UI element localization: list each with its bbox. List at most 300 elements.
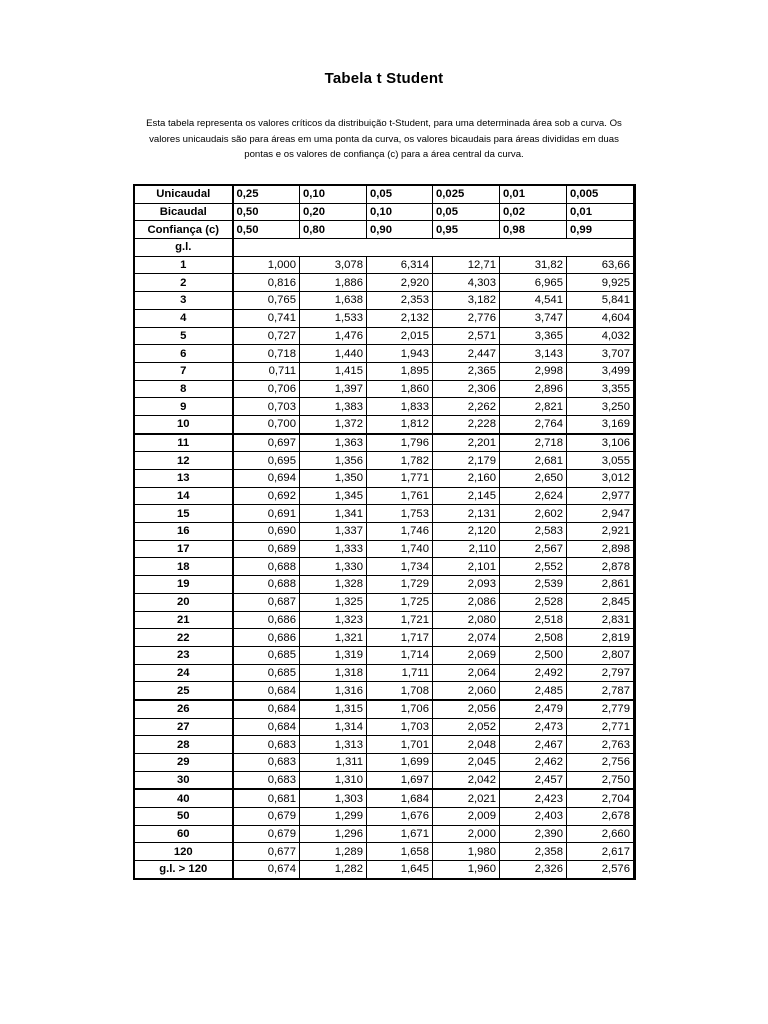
value-cell: 2,160 — [433, 470, 500, 488]
value-cell: 2,718 — [500, 434, 567, 452]
value-cell: 0,686 — [233, 629, 300, 647]
value-cell: 2,262 — [433, 398, 500, 416]
value-cell: 3,078 — [300, 256, 367, 274]
gl-cell: g.l. > 120 — [135, 861, 233, 879]
value-cell: 2,787 — [567, 682, 634, 700]
value-cell: 2,021 — [433, 789, 500, 807]
value-cell: 0,683 — [233, 736, 300, 754]
value-cell: 1,638 — [300, 292, 367, 310]
table-row — [135, 292, 634, 310]
gl-cell: 9 — [135, 398, 233, 416]
gl-cell: 21 — [135, 611, 233, 629]
gl-cell: 13 — [135, 470, 233, 488]
gl-cell: 6 — [135, 345, 233, 363]
value-cell: 2,423 — [500, 789, 567, 807]
header-cell: 0,20 — [300, 203, 367, 221]
header-cell: 0,50 — [233, 203, 300, 221]
value-cell: 2,365 — [433, 362, 500, 380]
value-cell: 2,576 — [567, 861, 634, 879]
value-cell: 2,306 — [433, 380, 500, 398]
value-cell: 1,296 — [300, 825, 367, 843]
value-cell: 0,684 — [233, 718, 300, 736]
table-row — [135, 487, 634, 505]
value-cell: 2,485 — [500, 682, 567, 700]
value-cell: 2,060 — [433, 682, 500, 700]
value-cell: 1,314 — [300, 718, 367, 736]
header-cell: 0,005 — [567, 186, 634, 204]
value-cell: 0,689 — [233, 540, 300, 558]
value-cell: 2,201 — [433, 434, 500, 452]
value-cell: 1,313 — [300, 736, 367, 754]
table-row — [135, 771, 634, 789]
table-row — [135, 736, 634, 754]
value-cell: 1,000 — [233, 256, 300, 274]
value-cell: 1,319 — [300, 646, 367, 664]
value-cell: 0,688 — [233, 576, 300, 594]
value-cell: 0,684 — [233, 682, 300, 700]
header-row — [135, 221, 634, 239]
header-label: Bicaudal — [135, 203, 233, 221]
gl-cell: 8 — [135, 380, 233, 398]
value-cell: 1,796 — [367, 434, 433, 452]
table-row — [135, 808, 634, 826]
table-row — [135, 861, 634, 879]
value-cell: 1,782 — [367, 452, 433, 470]
gl-cell: 4 — [135, 309, 233, 327]
value-cell: 2,492 — [500, 664, 567, 682]
gl-cell: 15 — [135, 505, 233, 523]
value-cell: 0,694 — [233, 470, 300, 488]
value-cell: 1,645 — [367, 861, 433, 879]
value-cell: 1,350 — [300, 470, 367, 488]
value-cell: 2,771 — [567, 718, 634, 736]
value-cell: 1,771 — [367, 470, 433, 488]
value-cell: 2,539 — [500, 576, 567, 594]
value-cell: 0,679 — [233, 825, 300, 843]
gl-cell: 26 — [135, 700, 233, 718]
value-cell: 2,776 — [433, 309, 500, 327]
value-cell: 2,518 — [500, 611, 567, 629]
table-row — [135, 327, 634, 345]
value-cell: 0,706 — [233, 380, 300, 398]
value-cell: 0,765 — [233, 292, 300, 310]
value-cell: 1,330 — [300, 558, 367, 576]
gl-cell: 120 — [135, 843, 233, 861]
value-cell: 2,473 — [500, 718, 567, 736]
value-cell: 0,683 — [233, 754, 300, 772]
value-cell: 2,898 — [567, 540, 634, 558]
value-cell: 2,015 — [367, 327, 433, 345]
gl-cell: 7 — [135, 362, 233, 380]
header-cell: 0,25 — [233, 186, 300, 204]
value-cell: 1,833 — [367, 398, 433, 416]
value-cell: 2,896 — [500, 380, 567, 398]
gl-cell: 14 — [135, 487, 233, 505]
gl-cell: 25 — [135, 682, 233, 700]
header-cell: 0,95 — [433, 221, 500, 239]
value-cell: 2,093 — [433, 576, 500, 594]
header-cell: 0,50 — [233, 221, 300, 239]
header-cell: 0,05 — [367, 186, 433, 204]
value-cell: 2,998 — [500, 362, 567, 380]
table-row — [135, 415, 634, 433]
value-cell: 1,325 — [300, 593, 367, 611]
value-cell: 0,679 — [233, 808, 300, 826]
value-cell: 12,71 — [433, 256, 500, 274]
value-cell: 2,861 — [567, 576, 634, 594]
table-row — [135, 540, 634, 558]
value-cell: 1,476 — [300, 327, 367, 345]
value-cell: 2,052 — [433, 718, 500, 736]
gl-label: g.l. — [135, 239, 233, 257]
gl-cell: 10 — [135, 415, 233, 433]
value-cell: 0,684 — [233, 700, 300, 718]
value-cell: 1,980 — [433, 843, 500, 861]
value-cell: 2,110 — [433, 540, 500, 558]
table-row — [135, 345, 634, 363]
value-cell: 1,658 — [367, 843, 433, 861]
value-cell: 2,120 — [433, 523, 500, 541]
value-cell: 1,318 — [300, 664, 367, 682]
value-cell: 2,571 — [433, 327, 500, 345]
value-cell: 2,457 — [500, 771, 567, 789]
table-row — [135, 505, 634, 523]
value-cell: 1,711 — [367, 664, 433, 682]
value-cell: 3,169 — [567, 415, 634, 433]
value-cell: 2,048 — [433, 736, 500, 754]
table-row — [135, 309, 634, 327]
value-cell: 1,323 — [300, 611, 367, 629]
header-cell: 0,98 — [500, 221, 567, 239]
table-row — [135, 434, 634, 452]
gl-header-row — [135, 239, 634, 257]
value-cell: 2,678 — [567, 808, 634, 826]
value-cell: 1,699 — [367, 754, 433, 772]
gl-cell: 23 — [135, 646, 233, 664]
value-cell: 1,303 — [300, 789, 367, 807]
value-cell: 2,069 — [433, 646, 500, 664]
value-cell: 1,701 — [367, 736, 433, 754]
value-cell: 3,355 — [567, 380, 634, 398]
value-cell: 2,750 — [567, 771, 634, 789]
value-cell: 1,734 — [367, 558, 433, 576]
value-cell: 1,746 — [367, 523, 433, 541]
value-cell: 2,228 — [433, 415, 500, 433]
value-cell: 1,761 — [367, 487, 433, 505]
value-cell: 1,533 — [300, 309, 367, 327]
value-cell: 1,315 — [300, 700, 367, 718]
value-cell: 3,250 — [567, 398, 634, 416]
value-cell: 2,132 — [367, 309, 433, 327]
gl-cell: 16 — [135, 523, 233, 541]
gl-cell: 11 — [135, 434, 233, 452]
value-cell: 0,727 — [233, 327, 300, 345]
table-row — [135, 274, 634, 292]
table-row — [135, 789, 634, 807]
header-cell: 0,90 — [367, 221, 433, 239]
value-cell: 2,583 — [500, 523, 567, 541]
gl-cell: 1 — [135, 256, 233, 274]
value-cell: 2,056 — [433, 700, 500, 718]
value-cell: 0,691 — [233, 505, 300, 523]
header-cell: 0,99 — [567, 221, 634, 239]
table-row — [135, 611, 634, 629]
table-row — [135, 843, 634, 861]
header-label: Unicaudal — [135, 186, 233, 204]
table-row — [135, 825, 634, 843]
table-row — [135, 452, 634, 470]
value-cell: 1,440 — [300, 345, 367, 363]
value-cell: 3,143 — [500, 345, 567, 363]
header-cell: 0,025 — [433, 186, 500, 204]
value-cell: 1,812 — [367, 415, 433, 433]
value-cell: 1,886 — [300, 274, 367, 292]
value-cell: 2,845 — [567, 593, 634, 611]
value-cell: 1,341 — [300, 505, 367, 523]
value-cell: 0,697 — [233, 434, 300, 452]
value-cell: 1,706 — [367, 700, 433, 718]
value-cell: 1,282 — [300, 861, 367, 879]
value-cell: 2,101 — [433, 558, 500, 576]
value-cell: 2,009 — [433, 808, 500, 826]
value-cell: 0,686 — [233, 611, 300, 629]
value-cell: 1,383 — [300, 398, 367, 416]
empty-cell — [500, 239, 567, 257]
table-row — [135, 646, 634, 664]
gl-cell: 28 — [135, 736, 233, 754]
value-cell: 2,508 — [500, 629, 567, 647]
value-cell: 1,729 — [367, 576, 433, 594]
header-row — [135, 186, 634, 204]
table-row — [135, 256, 634, 274]
value-cell: 2,764 — [500, 415, 567, 433]
value-cell: 2,000 — [433, 825, 500, 843]
intro-paragraph: Esta tabela representa os valores críticos da distribuição t-Student, para uma determinada área sob a curva. Os valores unicaudais são para áreas em uma ponta da curva, os valores bicaudais para áreas divididas em duas pontas e os valores de confiança (c) para a área central da curva. — [146, 118, 622, 160]
value-cell: 0,685 — [233, 664, 300, 682]
value-cell: 2,462 — [500, 754, 567, 772]
value-cell: 0,703 — [233, 398, 300, 416]
value-cell: 0,816 — [233, 274, 300, 292]
gl-cell: 50 — [135, 808, 233, 826]
value-cell: 2,479 — [500, 700, 567, 718]
value-cell: 1,860 — [367, 380, 433, 398]
table-row — [135, 718, 634, 736]
table-row — [135, 398, 634, 416]
value-cell: 2,831 — [567, 611, 634, 629]
t-student-table — [134, 185, 635, 879]
value-cell: 2,977 — [567, 487, 634, 505]
value-cell: 31,82 — [500, 256, 567, 274]
value-cell: 1,671 — [367, 825, 433, 843]
value-cell: 4,604 — [567, 309, 634, 327]
value-cell: 1,372 — [300, 415, 367, 433]
value-cell: 3,365 — [500, 327, 567, 345]
value-cell: 1,697 — [367, 771, 433, 789]
value-cell: 2,704 — [567, 789, 634, 807]
table-row — [135, 470, 634, 488]
page-title: Tabela t Student — [324, 70, 444, 87]
value-cell: 2,624 — [500, 487, 567, 505]
header-label: Confiança (c) — [135, 221, 233, 239]
gl-cell: 60 — [135, 825, 233, 843]
value-cell: 1,299 — [300, 808, 367, 826]
gl-cell: 18 — [135, 558, 233, 576]
empty-cell — [233, 239, 300, 257]
gl-cell: 20 — [135, 593, 233, 611]
value-cell: 2,447 — [433, 345, 500, 363]
value-cell: 2,528 — [500, 593, 567, 611]
value-cell: 2,921 — [567, 523, 634, 541]
value-cell: 2,617 — [567, 843, 634, 861]
header-cell: 0,80 — [300, 221, 367, 239]
value-cell: 4,541 — [500, 292, 567, 310]
value-cell: 2,467 — [500, 736, 567, 754]
value-cell: 0,741 — [233, 309, 300, 327]
value-cell: 1,703 — [367, 718, 433, 736]
value-cell: 3,012 — [567, 470, 634, 488]
value-cell: 3,106 — [567, 434, 634, 452]
value-cell: 2,779 — [567, 700, 634, 718]
value-cell: 1,895 — [367, 362, 433, 380]
gl-cell: 29 — [135, 754, 233, 772]
value-cell: 2,807 — [567, 646, 634, 664]
gl-cell: 5 — [135, 327, 233, 345]
gl-cell: 19 — [135, 576, 233, 594]
value-cell: 1,753 — [367, 505, 433, 523]
value-cell: 2,326 — [500, 861, 567, 879]
value-cell: 2,797 — [567, 664, 634, 682]
table-row — [135, 664, 634, 682]
header-cell: 0,10 — [300, 186, 367, 204]
value-cell: 0,690 — [233, 523, 300, 541]
value-cell: 2,080 — [433, 611, 500, 629]
value-cell: 6,314 — [367, 256, 433, 274]
value-cell: 0,700 — [233, 415, 300, 433]
table-row — [135, 629, 634, 647]
gl-cell: 24 — [135, 664, 233, 682]
value-cell: 2,042 — [433, 771, 500, 789]
value-cell: 3,707 — [567, 345, 634, 363]
value-cell: 3,499 — [567, 362, 634, 380]
value-cell: 1,289 — [300, 843, 367, 861]
value-cell: 2,660 — [567, 825, 634, 843]
table-row — [135, 682, 634, 700]
value-cell: 2,064 — [433, 664, 500, 682]
table-row — [135, 362, 634, 380]
header-row — [135, 203, 634, 221]
value-cell: 2,074 — [433, 629, 500, 647]
table-row — [135, 754, 634, 772]
gl-cell: 2 — [135, 274, 233, 292]
table-row — [135, 558, 634, 576]
value-cell: 1,345 — [300, 487, 367, 505]
value-cell: 2,920 — [367, 274, 433, 292]
value-cell: 2,878 — [567, 558, 634, 576]
value-cell: 2,602 — [500, 505, 567, 523]
value-cell: 2,403 — [500, 808, 567, 826]
table-body — [135, 186, 634, 879]
empty-cell — [433, 239, 500, 257]
value-cell: 63,66 — [567, 256, 634, 274]
value-cell: 2,353 — [367, 292, 433, 310]
value-cell: 2,763 — [567, 736, 634, 754]
gl-cell: 12 — [135, 452, 233, 470]
value-cell: 1,943 — [367, 345, 433, 363]
header-cell: 0,01 — [567, 203, 634, 221]
value-cell: 1,684 — [367, 789, 433, 807]
value-cell: 2,567 — [500, 540, 567, 558]
value-cell: 0,674 — [233, 861, 300, 879]
value-cell: 3,182 — [433, 292, 500, 310]
value-cell: 0,687 — [233, 593, 300, 611]
gl-cell: 27 — [135, 718, 233, 736]
gl-cell: 30 — [135, 771, 233, 789]
value-cell: 1,337 — [300, 523, 367, 541]
value-cell: 1,740 — [367, 540, 433, 558]
value-cell: 5,841 — [567, 292, 634, 310]
value-cell: 2,650 — [500, 470, 567, 488]
value-cell: 9,925 — [567, 274, 634, 292]
value-cell: 0,685 — [233, 646, 300, 664]
value-cell: 1,714 — [367, 646, 433, 664]
value-cell: 1,676 — [367, 808, 433, 826]
value-cell: 1,363 — [300, 434, 367, 452]
value-cell: 0,688 — [233, 558, 300, 576]
table-row — [135, 593, 634, 611]
value-cell: 0,677 — [233, 843, 300, 861]
value-cell: 2,390 — [500, 825, 567, 843]
value-cell: 2,681 — [500, 452, 567, 470]
value-cell: 1,310 — [300, 771, 367, 789]
value-cell: 0,692 — [233, 487, 300, 505]
value-cell: 1,311 — [300, 754, 367, 772]
table-row — [135, 523, 634, 541]
value-cell: 2,821 — [500, 398, 567, 416]
value-cell: 2,131 — [433, 505, 500, 523]
gl-cell: 3 — [135, 292, 233, 310]
value-cell: 1,708 — [367, 682, 433, 700]
header-cell: 0,02 — [500, 203, 567, 221]
value-cell: 2,358 — [500, 843, 567, 861]
value-cell: 3,055 — [567, 452, 634, 470]
value-cell: 1,328 — [300, 576, 367, 594]
value-cell: 2,179 — [433, 452, 500, 470]
value-cell: 1,397 — [300, 380, 367, 398]
gl-cell: 22 — [135, 629, 233, 647]
value-cell: 2,045 — [433, 754, 500, 772]
empty-cell — [367, 239, 433, 257]
value-cell: 2,947 — [567, 505, 634, 523]
value-cell: 0,695 — [233, 452, 300, 470]
value-cell: 0,681 — [233, 789, 300, 807]
empty-cell — [567, 239, 634, 257]
gl-cell: 40 — [135, 789, 233, 807]
value-cell: 1,316 — [300, 682, 367, 700]
value-cell: 1,415 — [300, 362, 367, 380]
value-cell: 0,711 — [233, 362, 300, 380]
value-cell: 4,032 — [567, 327, 634, 345]
value-cell: 1,725 — [367, 593, 433, 611]
value-cell: 2,086 — [433, 593, 500, 611]
table-row — [135, 700, 634, 718]
value-cell: 6,965 — [500, 274, 567, 292]
table-row — [135, 576, 634, 594]
gl-cell: 17 — [135, 540, 233, 558]
value-cell: 0,718 — [233, 345, 300, 363]
table-row — [135, 380, 634, 398]
value-cell: 1,721 — [367, 611, 433, 629]
value-cell: 2,756 — [567, 754, 634, 772]
